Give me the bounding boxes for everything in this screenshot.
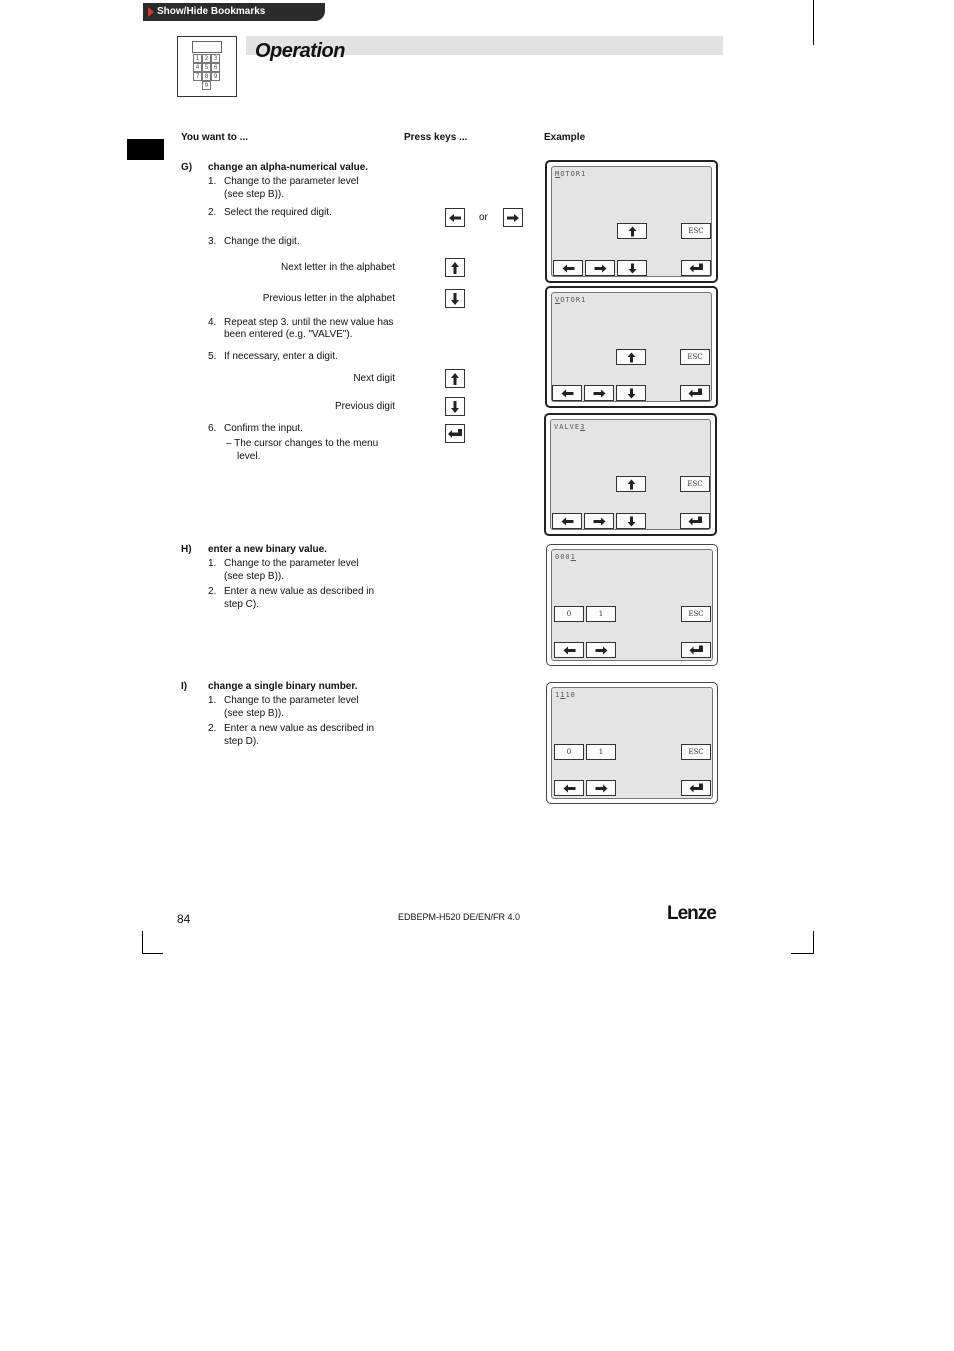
section-heading: change an alpha-numerical value. xyxy=(208,162,369,173)
key-description: Next letter in the alphabet xyxy=(281,262,395,273)
document-id: EDBEPM-H520 DE/EN/FR 4.0 xyxy=(398,912,521,922)
right-button[interactable] xyxy=(584,513,614,529)
arrow-up-icon xyxy=(450,261,460,275)
key-description: Previous digit xyxy=(334,401,395,412)
right-arrow-key xyxy=(503,208,523,227)
step-text: (see step B)). xyxy=(224,708,285,719)
arrow-right-icon xyxy=(595,646,608,655)
arrow-up-icon xyxy=(450,372,460,386)
keypad-key: 8 xyxy=(202,72,211,81)
step-text: Change to the parameter level xyxy=(224,176,359,187)
display-text xyxy=(555,691,576,699)
esc-button[interactable]: ESC xyxy=(680,349,710,365)
arrow-down-icon xyxy=(450,292,460,306)
one-button[interactable]: 1 xyxy=(586,744,616,760)
step-text: If necessary, enter a digit. xyxy=(224,351,338,362)
enter-icon xyxy=(689,645,704,655)
down-button[interactable] xyxy=(617,260,647,276)
step-number: 4. xyxy=(208,317,217,328)
cursor-char: 3 xyxy=(580,423,586,431)
arrow-left-icon xyxy=(562,264,575,273)
arrow-up-icon xyxy=(627,479,636,490)
left-button[interactable] xyxy=(554,780,584,796)
step-number: 6. xyxy=(208,423,217,434)
step-number: 3. xyxy=(208,236,217,247)
step-text: Enter a new value as described in xyxy=(224,723,375,734)
display-value: 10 xyxy=(565,691,576,699)
lenze-logo: Lenze xyxy=(667,903,716,924)
keypad-key: 9 xyxy=(211,72,220,81)
up-button[interactable] xyxy=(616,476,646,492)
cursor-char: 1 xyxy=(570,553,576,561)
one-button[interactable]: 1 xyxy=(586,606,616,622)
section-heading: enter a new binary value. xyxy=(208,544,327,555)
enter-icon xyxy=(689,263,704,273)
step-text: Change to the parameter level xyxy=(224,558,359,569)
step-text: been entered (e.g. "VALVE"). xyxy=(224,329,353,340)
right-button[interactable] xyxy=(585,260,615,276)
section-letter: G) xyxy=(181,162,193,173)
display-value: 1 xyxy=(555,691,561,699)
bookmark-tab-label: Show/Hide Bookmarks xyxy=(157,6,266,17)
page-title: Operation xyxy=(255,40,345,62)
arrow-right-icon xyxy=(506,213,520,223)
step-number: 2. xyxy=(208,586,217,597)
keypad-display xyxy=(192,41,222,53)
enter-icon xyxy=(447,428,463,439)
up-button[interactable] xyxy=(617,223,647,239)
zero-button[interactable]: 0 xyxy=(554,606,584,622)
display-text xyxy=(554,423,585,431)
step-note: level. xyxy=(237,451,261,462)
enter-button[interactable] xyxy=(681,642,711,658)
chapter-marker xyxy=(127,139,164,160)
step-text: Select the required digit. xyxy=(224,207,332,218)
left-button[interactable] xyxy=(552,385,582,401)
keypad-key: 3 xyxy=(211,54,220,63)
keypad-key: 4 xyxy=(193,63,202,72)
enter-button[interactable] xyxy=(681,260,711,276)
arrow-right-icon xyxy=(593,517,606,526)
step-text: step D). xyxy=(224,736,260,747)
enter-icon xyxy=(688,516,703,526)
zero-button[interactable]: 0 xyxy=(554,744,584,760)
keypad-key: 5 xyxy=(202,63,211,72)
step-number: 2. xyxy=(208,207,217,218)
keypad-key: 1 xyxy=(193,54,202,63)
left-button[interactable] xyxy=(552,513,582,529)
display-value: 000 xyxy=(555,553,571,561)
step-number: 2. xyxy=(208,723,217,734)
column-header-want: You want to ... xyxy=(181,132,249,143)
crop-mark-bottom-right-h xyxy=(791,953,813,954)
page-number: 84 xyxy=(177,912,191,926)
display-panel xyxy=(545,286,718,408)
or-label: or xyxy=(479,212,488,223)
esc-button[interactable]: ESC xyxy=(681,744,711,760)
arrow-down-icon xyxy=(627,516,636,527)
arrow-right-icon xyxy=(593,389,606,398)
column-header-press: Press keys ... xyxy=(404,132,468,143)
display-value: VALVE xyxy=(554,423,581,431)
arrow-left-icon xyxy=(561,389,574,398)
cursor-char: V xyxy=(555,296,561,304)
keypad-key: 6 xyxy=(211,63,220,72)
arrow-left-icon xyxy=(561,517,574,526)
keypad-key: 7 xyxy=(193,72,202,81)
right-button[interactable] xyxy=(586,780,616,796)
step-text: Repeat step 3. until the new value has xyxy=(224,317,394,328)
esc-button[interactable]: ESC xyxy=(681,223,711,239)
enter-key xyxy=(445,424,465,443)
esc-button[interactable]: ESC xyxy=(681,606,711,622)
display-screen xyxy=(551,549,713,661)
column-header-example: Example xyxy=(544,132,586,143)
display-panel xyxy=(545,160,718,283)
step-text: Change to the parameter level xyxy=(224,695,359,706)
display-text xyxy=(555,553,576,561)
arrow-right-icon xyxy=(594,264,607,273)
arrow-down-icon xyxy=(628,263,637,274)
step-number: 1. xyxy=(208,695,217,706)
crop-mark-bottom-right-v xyxy=(813,931,814,954)
arrow-down-icon xyxy=(627,388,636,399)
crop-mark-bottom-left-h xyxy=(142,953,163,954)
keypad-key: 0 xyxy=(202,81,211,90)
display-screen xyxy=(551,292,712,402)
arrow-up-icon xyxy=(627,352,636,363)
key-description: Next digit xyxy=(353,373,395,384)
arrow-right-icon xyxy=(595,784,608,793)
keypad-icon xyxy=(177,36,237,97)
step-text: step C). xyxy=(224,599,260,610)
left-button[interactable] xyxy=(554,642,584,658)
display-value: OTOR1 xyxy=(560,170,587,178)
step-text: Confirm the input. xyxy=(224,423,303,434)
esc-button[interactable]: ESC xyxy=(680,476,710,492)
up-arrow-key xyxy=(445,258,465,277)
up-button[interactable] xyxy=(616,349,646,365)
enter-button[interactable] xyxy=(681,780,711,796)
down-button[interactable] xyxy=(616,385,646,401)
down-arrow-key xyxy=(445,397,465,416)
key-description: Previous letter in the alphabet xyxy=(262,293,395,304)
step-text: (see step B)). xyxy=(224,571,285,582)
enter-icon xyxy=(688,388,703,398)
arrow-left-icon xyxy=(448,213,462,223)
section-letter: H) xyxy=(181,544,192,555)
display-screen xyxy=(550,419,711,530)
arrow-left-icon xyxy=(563,784,576,793)
display-text xyxy=(555,170,586,178)
section-letter: I) xyxy=(181,681,188,692)
section-heading: change a single binary number. xyxy=(208,681,358,692)
display-value: OTOR1 xyxy=(560,296,587,304)
step-text: Enter a new value as described in xyxy=(224,586,375,597)
arrow-up-icon xyxy=(628,226,637,237)
step-text: (see step B)). xyxy=(224,189,285,200)
enter-button[interactable] xyxy=(680,513,710,529)
step-number: 5. xyxy=(208,351,217,362)
cursor-char: M xyxy=(555,170,561,178)
arrow-left-icon xyxy=(563,646,576,655)
down-button[interactable] xyxy=(616,513,646,529)
up-arrow-key xyxy=(445,369,465,388)
step-text: Change the digit. xyxy=(224,236,300,247)
right-button[interactable] xyxy=(586,642,616,658)
left-arrow-key xyxy=(445,208,465,227)
display-text xyxy=(555,296,586,304)
enter-button[interactable] xyxy=(680,385,710,401)
crop-mark-bottom-left-v xyxy=(142,931,143,954)
left-button[interactable] xyxy=(553,260,583,276)
crop-mark-top-right xyxy=(813,0,814,45)
right-button[interactable] xyxy=(584,385,614,401)
down-arrow-key xyxy=(445,289,465,308)
arrow-down-icon xyxy=(450,400,460,414)
display-panel xyxy=(546,682,718,804)
enter-icon xyxy=(689,783,704,793)
step-note: – The cursor changes to the menu xyxy=(226,438,379,449)
display-panel xyxy=(544,413,717,536)
keypad-key: 2 xyxy=(202,54,211,63)
show-hide-bookmarks-button[interactable] xyxy=(143,3,325,21)
display-panel xyxy=(546,544,718,666)
step-number: 1. xyxy=(208,558,217,569)
step-number: 1. xyxy=(208,176,217,187)
display-screen xyxy=(551,166,712,277)
display-screen xyxy=(551,687,713,799)
cursor-char: 1 xyxy=(560,691,566,699)
triangle-right-icon xyxy=(148,7,154,17)
